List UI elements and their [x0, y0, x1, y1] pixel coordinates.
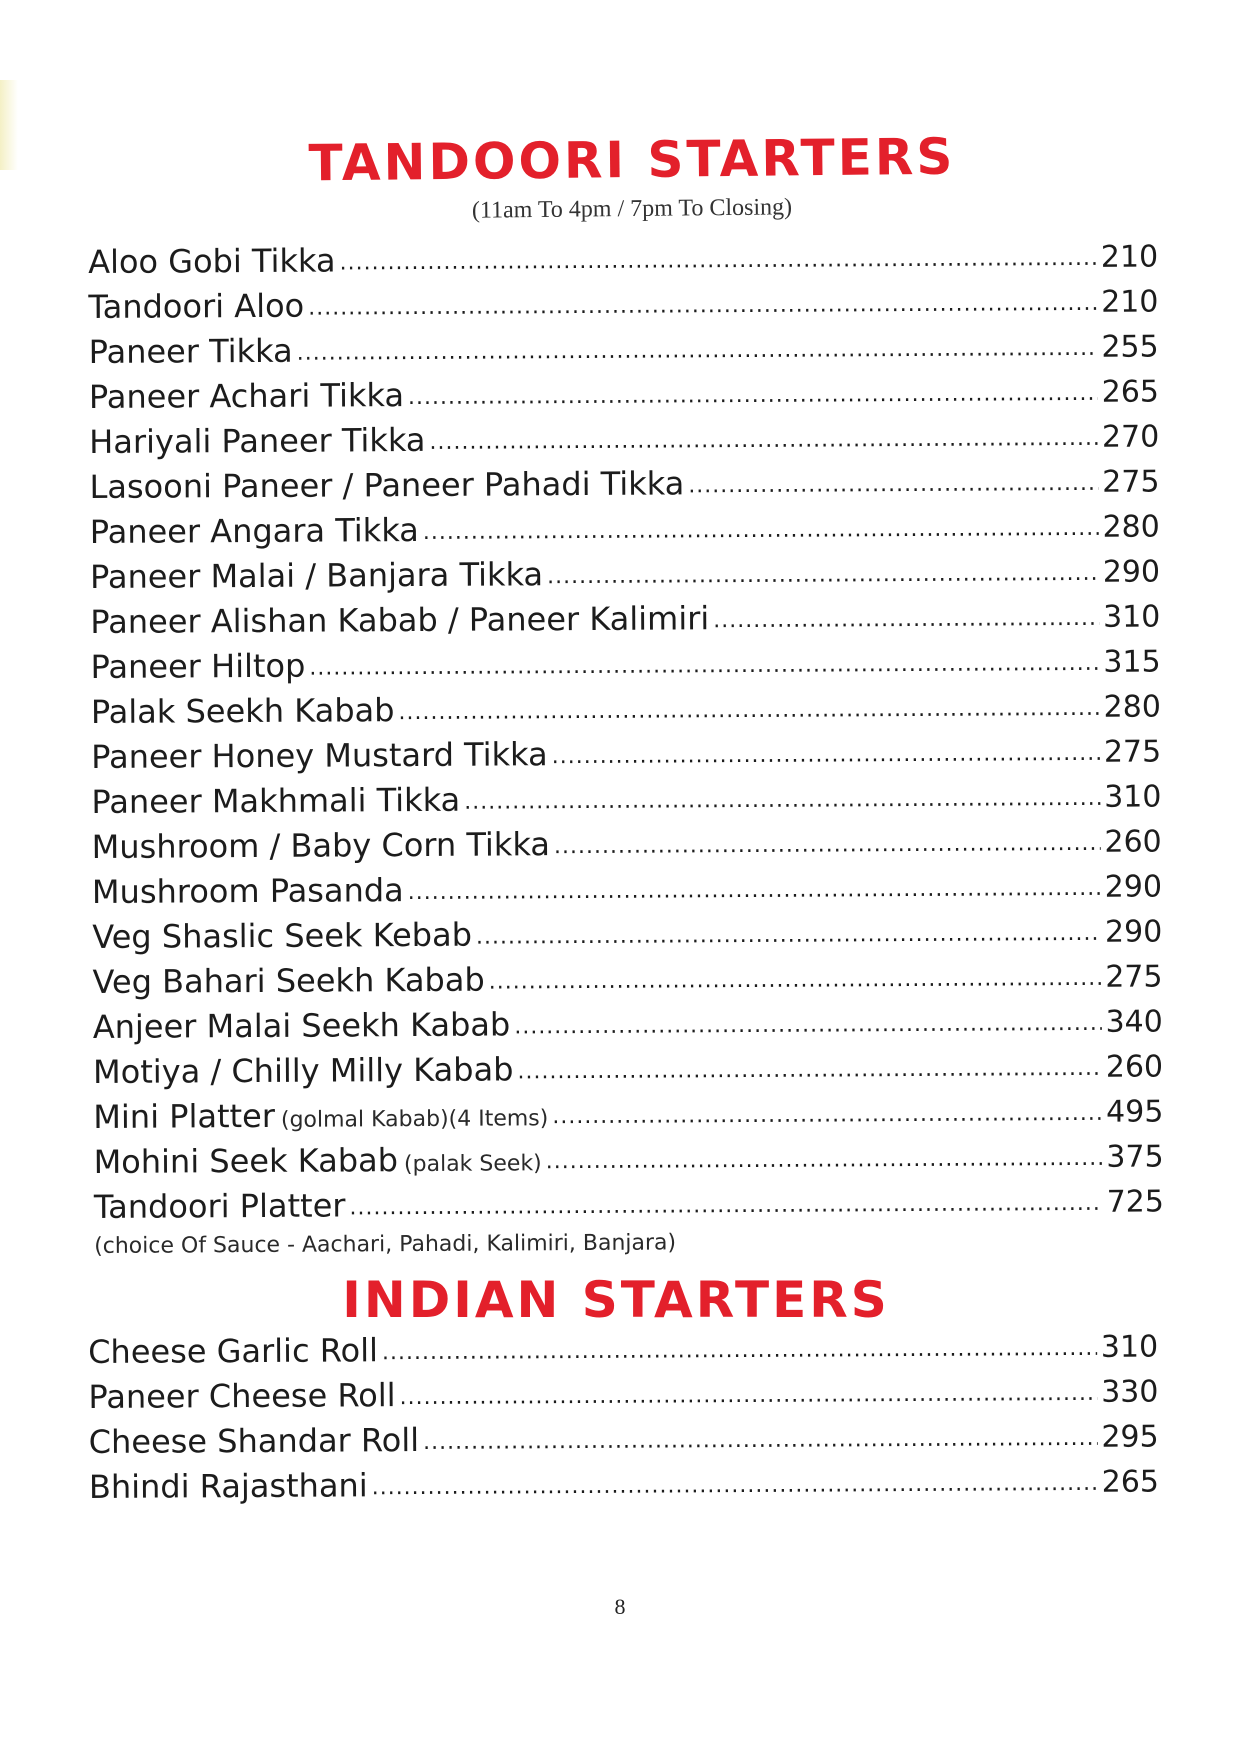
item-note: (golmal Kabab)(4 Items) [280, 1106, 549, 1133]
item-price: 315 [1103, 644, 1161, 680]
dot-leader [309, 641, 1099, 691]
menu-item [91, 728, 1161, 780]
dot-leader [476, 911, 1101, 960]
item-name: Paneer Tikka [88, 331, 293, 371]
item-price: 270 [1101, 419, 1160, 455]
item-price: 275 [1103, 734, 1162, 770]
menu-item [90, 593, 1160, 645]
dot-leader [308, 281, 1097, 331]
dot-leader [372, 1461, 1098, 1510]
item-name: Mushroom / Baby Corn Tikka [91, 825, 551, 866]
indian-menu-list [88, 1323, 1159, 1510]
menu-item [90, 638, 1160, 690]
dot-leader [423, 1416, 1098, 1465]
menu-item [89, 1458, 1159, 1510]
menu-item [88, 278, 1158, 330]
tandoori-starters-title: TANDOORI STARTERS [308, 127, 956, 193]
serving-hours: (11am To 4pm / 7pm To Closing) [471, 194, 793, 224]
item-name: Veg Shaslic Seek Kebab [92, 915, 473, 956]
item-name: Paneer Angara Tikka [89, 510, 419, 551]
menu-item [92, 908, 1162, 960]
menu-item [93, 1133, 1163, 1185]
dot-leader [713, 596, 1099, 643]
item-name: Paneer Malai / Banjara Tikka [89, 555, 544, 596]
item-price: 210 [1100, 239, 1159, 275]
item-note: (palak Seek) [403, 1151, 542, 1178]
item-price: 340 [1105, 1004, 1163, 1040]
item-name: Motiya / Chilly Milly Kabab [92, 1050, 514, 1091]
dot-leader [554, 821, 1101, 869]
item-name: Paneer Honey Mustard Tikka [91, 735, 548, 776]
dot-leader [429, 416, 1098, 465]
item-name: Mushroom Pasanda [91, 871, 404, 911]
item-name: Lasooni Paneer / Paneer Pahadi Tikka [89, 464, 685, 506]
platter-sauce-note: (choice Of Sauce - Aachari, Pahadi, Kalimiri, Banjara) [94, 1230, 677, 1259]
dot-leader [547, 551, 1099, 599]
dot-leader [297, 326, 1098, 376]
item-price: 290 [1104, 869, 1163, 905]
menu-item [94, 1178, 1164, 1230]
dot-leader [514, 1001, 1102, 1050]
menu-item [93, 1043, 1163, 1095]
menu-item [91, 683, 1161, 735]
menu-item [88, 1323, 1158, 1375]
dot-leader [349, 1181, 1102, 1231]
tandoori-menu-list [88, 233, 1164, 1264]
item-name: Bhindi Rajasthani [88, 1466, 368, 1506]
menu-item [89, 323, 1159, 375]
item-name: Palak Seekh Kabab [90, 691, 395, 731]
item-name: Mohini Seek Kabab [93, 1141, 399, 1181]
item-price: 260 [1104, 824, 1162, 860]
menu-item [88, 1368, 1158, 1420]
item-price: 725 [1106, 1184, 1165, 1220]
dot-leader [552, 1091, 1102, 1139]
menu-item [89, 413, 1159, 465]
item-price: 375 [1106, 1139, 1164, 1175]
item-name: Cheese Garlic Roll [88, 1331, 379, 1371]
menu-item [89, 368, 1159, 420]
item-name: Veg Bahari Seekh Kabab [92, 960, 485, 1001]
menu-item [89, 1413, 1159, 1465]
item-name: Paneer Alishan Kabab / Paneer Kalimiri [90, 599, 710, 641]
item-name: Paneer Hiltop [90, 646, 306, 686]
menu-item [92, 818, 1162, 870]
dot-leader [408, 866, 1101, 915]
item-name: Paneer Cheese Roll [88, 1376, 396, 1416]
item-price: 310 [1100, 1329, 1159, 1365]
item-name: Tandoori Platter [93, 1186, 346, 1226]
dot-leader [489, 956, 1102, 1005]
dot-leader [339, 236, 1097, 286]
item-price: 255 [1101, 329, 1159, 365]
item-price: 310 [1102, 599, 1161, 635]
menu-item [88, 233, 1158, 285]
item-name: Tandoori Aloo [88, 286, 305, 326]
dot-leader [546, 1136, 1103, 1184]
menu-item [92, 953, 1162, 1005]
item-price: 310 [1104, 779, 1162, 815]
page-number: 8 [614, 1594, 626, 1619]
item-price: 280 [1102, 509, 1160, 545]
dot-leader [517, 1046, 1102, 1095]
item-price: 275 [1102, 464, 1160, 500]
dot-leader [688, 461, 1098, 509]
item-price: 210 [1101, 284, 1159, 320]
item-price: 330 [1101, 1374, 1159, 1410]
dot-leader [399, 1371, 1097, 1420]
item-name: Hariyali Paneer Tikka [89, 420, 426, 461]
item-price: 275 [1105, 959, 1163, 995]
dot-leader [423, 506, 1099, 555]
menu-item [89, 458, 1159, 510]
menu-item [93, 998, 1163, 1050]
item-name: Paneer Makhmali Tikka [91, 780, 461, 821]
menu-item [90, 548, 1160, 600]
indian-starters-title: INDIAN STARTERS [342, 1271, 890, 1329]
menu-item [91, 773, 1161, 825]
item-price: 265 [1101, 1464, 1160, 1500]
item-price: 260 [1105, 1049, 1164, 1085]
dot-leader [382, 1326, 1097, 1375]
item-price: 290 [1102, 554, 1161, 590]
item-name: Mini Platter [93, 1096, 276, 1136]
item-price: 290 [1104, 914, 1163, 950]
item-price: 265 [1101, 374, 1160, 410]
dot-leader [552, 731, 1100, 779]
item-name: Aloo Gobi Tikka [88, 241, 336, 281]
dot-leader [398, 686, 1099, 735]
item-price: 280 [1103, 689, 1161, 725]
item-price: 495 [1105, 1094, 1164, 1130]
dot-leader [408, 371, 1098, 420]
dot-leader [464, 776, 1100, 825]
menu-item [92, 863, 1162, 915]
item-price: 295 [1101, 1419, 1159, 1455]
item-name: Cheese Shandar Roll [88, 1420, 420, 1461]
item-name: Paneer Achari Tikka [88, 376, 405, 416]
menu-item [93, 1088, 1163, 1140]
menu-item [90, 503, 1160, 555]
item-name: Anjeer Malai Seekh Kabab [92, 1005, 511, 1046]
